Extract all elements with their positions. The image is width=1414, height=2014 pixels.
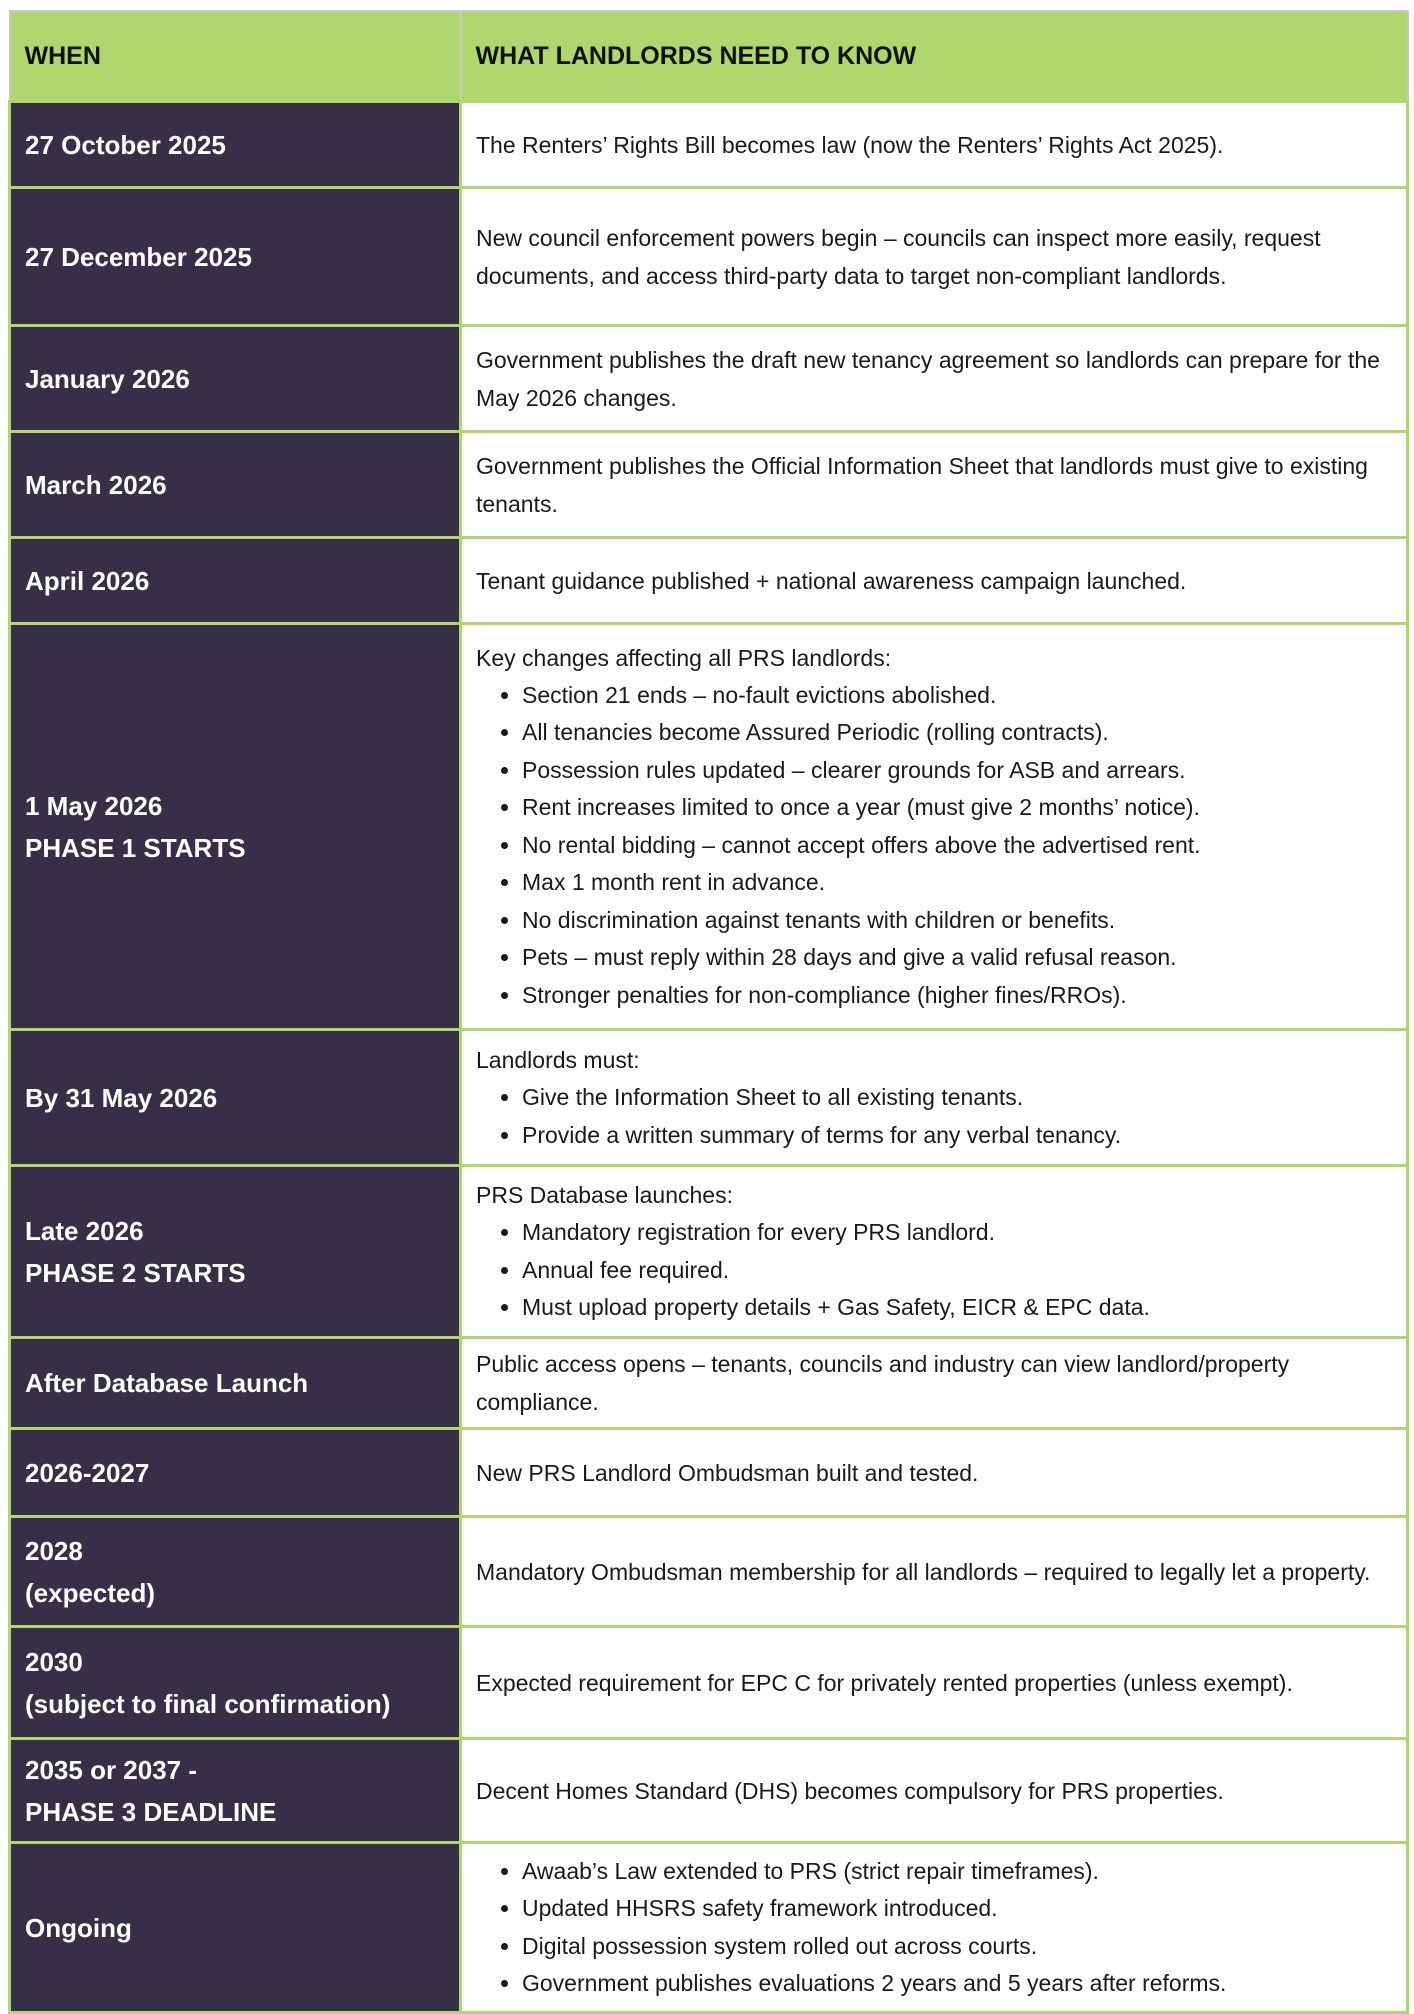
- timeline-row: [10, 326, 1408, 432]
- bullet-item: • Annual fee required.: [522, 1252, 1392, 1290]
- timeline-row: [10, 1338, 1408, 1429]
- bullet-item: • Government publishes evaluations 2 years and 5 years after reforms.: [522, 1965, 1392, 2003]
- bullet-item: • Pets – must reply within 28 days and give a valid refusal reason.: [522, 939, 1392, 977]
- when-note: PHASE 3 DEADLINE: [25, 1796, 277, 1827]
- when-cell: [10, 1429, 461, 1517]
- timeline-row: [10, 538, 1408, 624]
- when-date: January 2026: [25, 363, 190, 394]
- when-cell: [10, 1338, 461, 1429]
- what-cell: [461, 432, 1408, 538]
- when-date: 2026-2027: [25, 1457, 150, 1488]
- timeline-row: [10, 1843, 1408, 2013]
- when-note: PHASE 1 STARTS: [25, 832, 246, 863]
- when-cell: [10, 188, 461, 326]
- when-cell: [10, 1517, 461, 1627]
- bullet-item: • Rent increases limited to once a year (must give 2 months’ notice).: [522, 789, 1392, 827]
- what-cell: [461, 624, 1408, 1030]
- what-description: The Renters’ Rights Bill becomes law (now the Renters’ Rights Act 2025).: [476, 131, 1224, 158]
- when-date: April 2026: [25, 565, 150, 596]
- bullet-item: • Digital possession system rolled out across courts.: [522, 1928, 1392, 1966]
- bullet-item: • Stronger penalties for non-compliance (higher fines/RROs).: [522, 977, 1392, 1015]
- what-description: Government publishes the draft new tenancy agreement so landlords can prepare for the May 2026 changes.: [476, 346, 1380, 411]
- what-description: Government publishes the Official Information Sheet that landlords must give to existing tenants.: [476, 452, 1368, 517]
- timeline-row: [10, 102, 1408, 188]
- what-description: Key changes affecting all PRS landlords:: [476, 644, 892, 671]
- what-cell: [461, 1166, 1408, 1338]
- when-cell: [10, 1843, 461, 2013]
- timeline-row: [10, 1030, 1408, 1166]
- when-cell: [10, 1166, 461, 1338]
- what-description: Decent Homes Standard (DHS) becomes compulsory for PRS properties.: [476, 1777, 1224, 1804]
- bullet-item: • Max 1 month rent in advance.: [522, 864, 1392, 902]
- timeline-row: [10, 1517, 1408, 1627]
- when-note: PHASE 2 STARTS: [25, 1257, 246, 1288]
- bullet-item: • All tenancies become Assured Periodic (rolling contracts).: [522, 714, 1392, 752]
- what-description: Mandatory Ombudsman membership for all landlords – required to legally let a property.: [476, 1558, 1371, 1585]
- when-date: After Database Launch: [25, 1368, 309, 1398]
- what-cell: [461, 538, 1408, 624]
- what-cell: [461, 1517, 1408, 1627]
- when-cell: [10, 538, 461, 624]
- when-date: 2035 or 2037 -: [25, 1754, 198, 1785]
- what-description: PRS Database launches:: [476, 1182, 733, 1209]
- when-cell: [10, 432, 461, 538]
- bullet-item: • Section 21 ends – no-fault evictions abolished.: [522, 677, 1392, 715]
- bullet-list: [476, 677, 1392, 1015]
- when-date: 2030: [25, 1646, 83, 1677]
- what-cell: [461, 1739, 1408, 1843]
- what-description: Landlords must:: [476, 1047, 640, 1073]
- timeline-row: [10, 1166, 1408, 1338]
- timeline-row: [10, 1739, 1408, 1843]
- what-cell: [461, 188, 1408, 326]
- timeline-row: [10, 624, 1408, 1030]
- bullet-item: • Possession rules updated – clearer grounds for ASB and arrears.: [522, 752, 1392, 790]
- when-date: March 2026: [25, 469, 167, 500]
- timeline-row: [10, 1627, 1408, 1739]
- when-date: By 31 May 2026: [25, 1082, 218, 1113]
- bullet-item: • No discrimination against tenants with children or benefits.: [522, 902, 1392, 940]
- when-note: (expected): [25, 1577, 156, 1608]
- what-description: New council enforcement powers begin – councils can inspect more easily, request documents, and access third-party data to target non-compliant landlords.: [476, 224, 1321, 289]
- bullet-item: • No rental bidding – cannot accept offers above the advertised rent.: [522, 827, 1392, 865]
- bullet-item: • Awaab’s Law extended to PRS (strict repair timeframes).: [522, 1853, 1392, 1891]
- what-cell: [461, 1429, 1408, 1517]
- timeline-row: [10, 188, 1408, 326]
- what-cell: [461, 102, 1408, 188]
- what-description: Tenant guidance published + national awareness campaign launched.: [476, 567, 1187, 594]
- what-description: New PRS Landlord Ombudsman built and tested.: [476, 1459, 979, 1486]
- timeline-row: [10, 1429, 1408, 1517]
- when-cell: [10, 102, 461, 188]
- when-cell: [10, 1030, 461, 1166]
- when-date: Ongoing: [25, 1912, 132, 1943]
- bullet-item: • Mandatory registration for every PRS landlord.: [522, 1214, 1392, 1252]
- landlord-timeline-table: [8, 10, 1409, 2014]
- when-note: (subject to final confirmation): [25, 1688, 391, 1719]
- bullet-list: [476, 1079, 1392, 1154]
- when-date: 1 May 2026: [25, 790, 163, 821]
- when-cell: [10, 1739, 461, 1843]
- when-date: 2028: [25, 1535, 83, 1566]
- timeline-row: [10, 432, 1408, 538]
- when-date: 27 October 2025: [25, 129, 226, 160]
- when-cell: [10, 624, 461, 1030]
- what-description: Expected requirement for EPC C for privately rented properties (unless exempt).: [476, 1669, 1293, 1696]
- when-date: Late 2026: [25, 1215, 144, 1246]
- what-description: Public access opens – tenants, councils and industry can view landlord/property compliance.: [476, 1351, 1290, 1415]
- header-row: [10, 11, 1408, 102]
- bullet-list: [476, 1853, 1392, 2003]
- what-column-header: WHAT LANDLORDS NEED TO KNOW: [461, 11, 1408, 102]
- what-cell: [461, 1338, 1408, 1429]
- when-date: 27 December 2025: [25, 241, 252, 272]
- bullet-item: • Must upload property details + Gas Safety, EICR & EPC data.: [522, 1289, 1392, 1327]
- what-cell: [461, 326, 1408, 432]
- when-cell: [10, 1627, 461, 1739]
- what-cell: [461, 1627, 1408, 1739]
- bullet-item: • Give the Information Sheet to all existing tenants.: [522, 1079, 1392, 1117]
- bullet-item: • Provide a written summary of terms for any verbal tenancy.: [522, 1117, 1392, 1155]
- timeline-body: [10, 102, 1408, 2013]
- bullet-item: • Updated HHSRS safety framework introduced.: [522, 1890, 1392, 1928]
- when-cell: [10, 326, 461, 432]
- what-cell: [461, 1843, 1408, 2013]
- when-column-header: WHEN: [10, 11, 461, 102]
- bullet-list: [476, 1214, 1392, 1327]
- what-cell: [461, 1030, 1408, 1166]
